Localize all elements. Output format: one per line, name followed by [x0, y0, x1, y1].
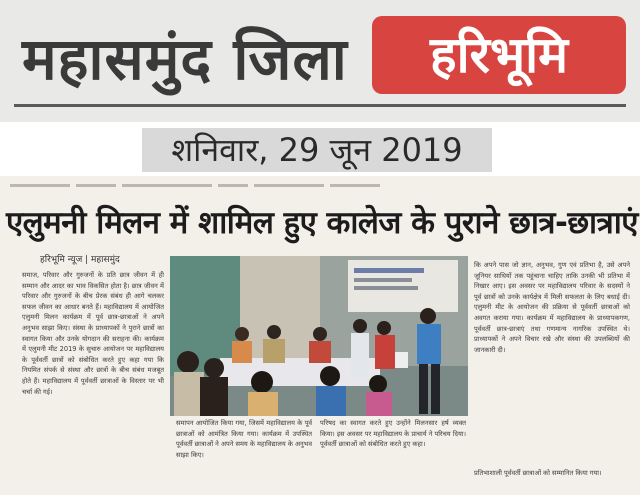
- masthead-rule: [14, 104, 626, 107]
- kicker-strip: [10, 180, 430, 190]
- section-title: महासमुंद जिला: [22, 25, 348, 93]
- brand-logo: हरिभूमि: [372, 16, 626, 94]
- news-clipping: [0, 176, 640, 495]
- article-column-bottom-1: समापन आयोजित किया गया, जिसमें महाविद्यालय के पूर्व छात्राओं को आमंत्रित किया गया। कार्यक्रम में उपस्थित पूर्ववर्ती छात्राओं ने अपने समय के महाविद्यालय के अनुभव साझा किए।: [176, 419, 312, 459]
- article-headline: एलुमनी मिलन में शामिल हुए कालेज के पुराने छात्र-छात्राएं: [6, 205, 638, 241]
- article-column-bottom-right: प्रतिभाशाली पूर्ववर्ती छात्राओं को सम्मानित किया गया।: [474, 469, 602, 477]
- article-column-right: कि अपने पास जो ज्ञान, अनुभव, गुण एवं प्रतिभा है, उसे अपने जूनियर साथियों तक पहुंचाना चाहिए ताकि उनकी भी प्रतिभा में निखार आए। इस अवसर पर महाविद्यालय परिवार के सदस्यों ने पूर्व छात्रों को उनके कार्यक्षेत्र में मिली सफलता के लिए बधाई दी। एलुमनी मीट के आयोजन की प्रक्रिया से पूर्ववर्ती छात्राओं को अवगत कराया गया। कार्यक्रम में महाविद्यालय के प्राध्यापकगण, पूर्ववर्ती छात्र-छात्राएं तथा गणमान्य नागरिक उपस्थित थे। प्राध्यापकों ने अपने विचार रखे और संस्था की उपलब्धियों की जानकारी दी।: [474, 261, 630, 354]
- event-photo: [170, 256, 468, 416]
- publication-date: शनिवार, 29 जून 2019: [142, 128, 492, 172]
- article-byline: हरिभूमि न्यूज | महासमुंद: [40, 255, 120, 265]
- article-column-left: समाज, परिवार और गुरुजनों के प्रति छात्र जीवन में ही सम्मान और आदर का भाव विकसित होता है। छात्र जीवन में परिवार और गुरुजनों के बीच प्रेरक संबंध ही आगे चलकर सफल जीवन का आधार बनते हैं। महाविद्यालय में आयोजित एलुमनी मिलन कार्यक्रम में पूर्व छात्र-छात्राओं ने अपने अनुभव साझा किए। संस्था के प्राध्यापकों ने पुराने छात्रों का स्वागत किया और उनके योगदान की सराहना की। कार्यक्रम में एलुमनी मीट 2019 के सुचारु आयोजन पर महाविद्यालय के पूर्ववर्ती छात्रों को संबोधित करते हुए कहा गया कि नियमित संपर्क से संस्था और छात्रों के बीच संबंध मजबूत होते हैं। महाविद्यालय में पूर्ववर्ती छात्राओं के विस्तार पर भी चर्चा की गई।: [22, 271, 164, 396]
- event-photo-illustration: [170, 256, 468, 416]
- masthead: [0, 0, 640, 122]
- article-column-bottom-2: परिषद का स्वागत करते हुए उन्होंने मिलनसार हर्ष व्यक्त किया। इस अवसर पर महाविद्यालय के प्राचार्य ने परिचय दिया। पूर्ववर्ती छात्राओं को संबोधित करते हुए कहा।: [320, 419, 466, 449]
